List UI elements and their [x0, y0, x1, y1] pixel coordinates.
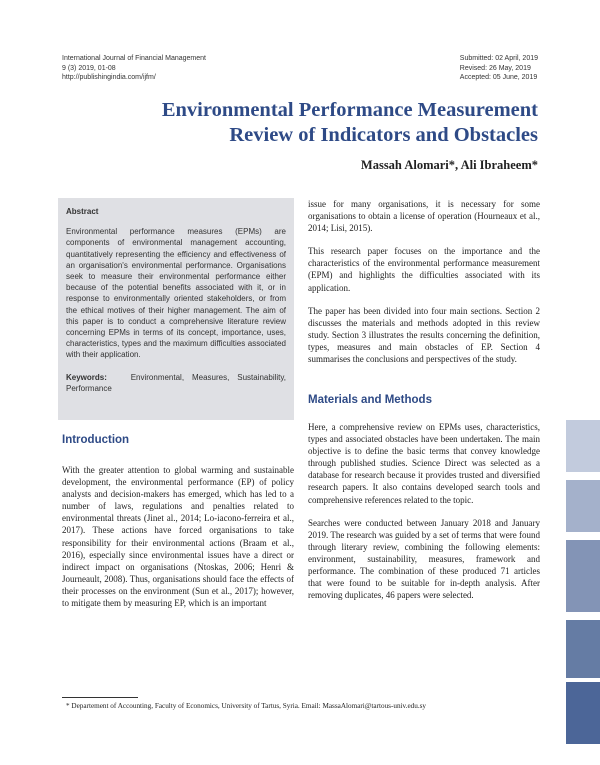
title-line-2: Review of Indicators and Obstacles	[229, 124, 538, 146]
intro-continued-paragraph: issue for many organisations, it is necessary for some organisations to obtain a license of operation (Hourneaux et al., 2014; Lisi, 2015).	[308, 199, 540, 234]
dates-header	[460, 54, 538, 83]
paper-structure-paragraph: The paper has been divided into four main sections. Section 2 discusses the materials and methods adopted in this review study. Section 3 illustrates the results concerning the definition, types, measures and main obstacles of EP. Section 4 summarises the conclusions and perspectives of the study.	[308, 305, 540, 365]
keywords	[66, 372, 286, 394]
footnote-rule	[62, 697, 138, 698]
methods-paragraph-2: Searches were conducted between January 2018 and January 2019. The research was guided by a set of terms that were found through literary review, combining the following elements: environment, sustainability, measures, framework and performance. The combination of these produced 71 articles that were found to be suitable for in-depth analysis. After removing duplicates, 46 papers were selected.	[308, 517, 541, 601]
paper-title	[62, 98, 538, 148]
submitted-date: Submitted: 02 April, 2019	[459, 55, 538, 62]
title-line-1: Environmental Performance Measurement	[161, 99, 538, 121]
side-stripe-5	[566, 682, 600, 744]
methods-paragraph-1: Here, a comprehensive review on EPMs uses, characteristics, types and associated obstacles have been undertaken. The main objective is to define the basic terms that convey knowledge through published studies. Science Direct was selected as a database for research because it provides trusted and diversified research papers. It also contains developed search tools and comprehensive references related to the topic.	[308, 422, 540, 505]
side-stripe-1	[566, 420, 600, 472]
research-focus-paragraph: This research paper focuses on the importance and the characteristics of the environmental performance measurement (EPM) and highlights the difficulties associated with its application.	[308, 246, 540, 293]
journal-header	[62, 54, 206, 83]
authors: Massah Alomari*, Ali Ibraheem*	[360, 158, 538, 172]
abstract-heading: Abstract	[66, 207, 99, 216]
keywords-list: Environmental, Measures, Sustainability, Performance	[66, 372, 287, 393]
keywords-label: Keywords:	[66, 372, 107, 382]
abstract-text: Environmental performance measures (EPMs) are components of environmental management accounting, quantitatively representing the efficiency and effectiveness of an organisation's environmental performance. Organisations seek to measure their environmental performance either because of the potential benefits associated with it, or in response to environmentally oriented stakeholders, or from the ethical motives of their higher management. The aim of this paper is to conduct a comprehensive literature review concerning EPMs in terms of its concept, importance, uses, characteristics, types and the maximum difficulties associated with their application.	[66, 227, 286, 360]
abstract-box	[58, 198, 294, 420]
revised-date: Revised: 26 May, 2019	[459, 64, 531, 72]
accepted-date: Accepted: 05 June, 2019	[459, 74, 538, 81]
side-stripe-3	[566, 540, 600, 612]
side-stripe-2	[566, 480, 600, 532]
materials-methods-text	[308, 421, 540, 612]
introduction-heading: Introduction	[62, 434, 130, 446]
right-column	[308, 198, 540, 376]
footnote: * Departement of Accounting, Faculty of Economics, University of Tartus, Syria. Email: MassaAlomari@tartous-univ.edu.sy	[66, 702, 427, 710]
journal-volume: 9 (3) 2019, 01-08	[62, 64, 116, 72]
materials-methods-heading: Materials and Methods	[308, 394, 432, 406]
introduction-text: With the greater attention to global warming and sustainable development, the environmental performance (EP) of policy analysts and decision-makers has emerged, which has led to a number of laws, regulations and penalties related to environmental threats (Jinet al., 2014; Lo-iacono-ferreira et al., 2017). These actions have forced organisations to take responsibility for their environmental actions (Braam et al., 2016), especially since environmental issues have a direct or indirect impact on organisations (Ntoskas, 2006; Henri & Journeault, 2008). Thus, organisations should face the effects of their processes on the environment (Sun et al., 2017); however, to mitigate them by measuring EP, which is an important	[62, 465, 294, 609]
journal-name: International Journal of Financial Management	[62, 55, 206, 62]
journal-url[interactable]: http://publishingindia.com/ijfm/	[62, 74, 156, 81]
side-stripe-4	[566, 620, 600, 678]
